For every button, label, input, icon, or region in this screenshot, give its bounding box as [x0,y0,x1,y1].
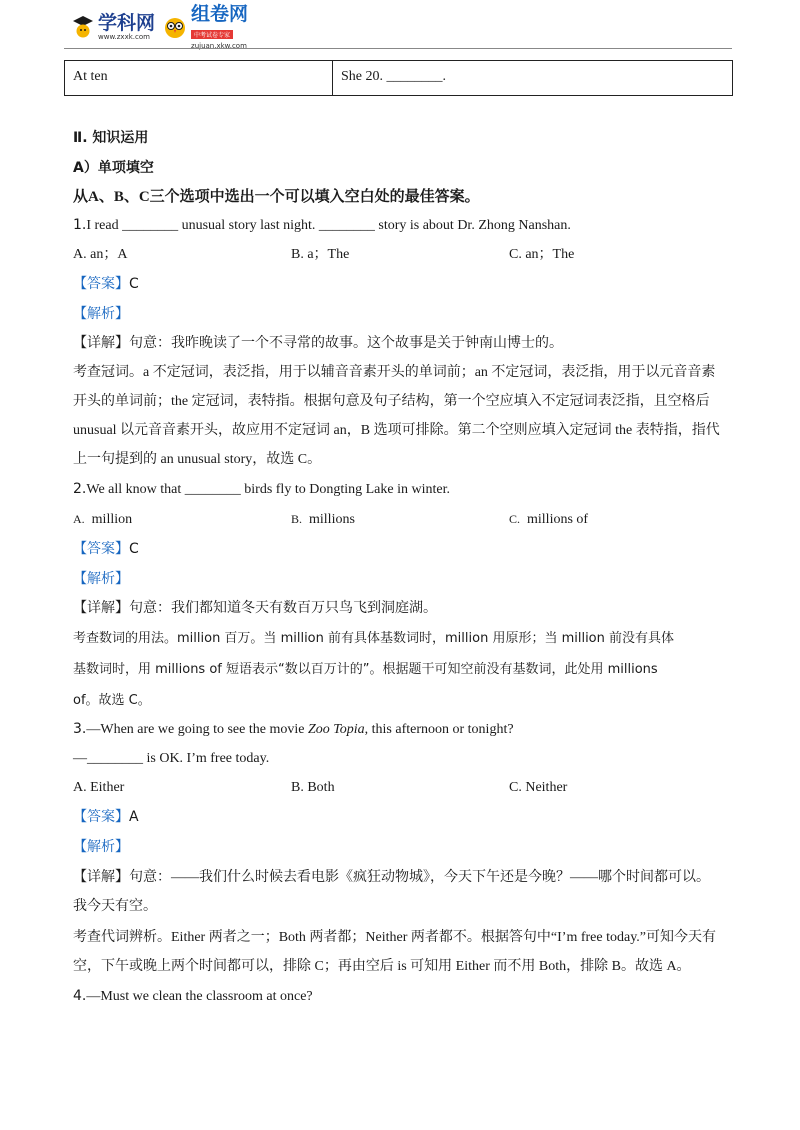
explanation [73,923,733,981]
question-3-options [73,778,733,798]
detail-text [73,863,733,921]
explanation [73,358,733,474]
detail-text: 【详解】句意：我昨晚读了一个不寻常的故事。这个故事是关于钟南山博士的。 [73,336,563,351]
option-text: millions [309,512,355,527]
option-letter: C. [509,512,521,526]
option-a [73,509,291,530]
answer-label: 【答案】 [73,810,129,825]
option-letter: B. [291,512,303,526]
question-text: We all know that ________ birds fly to Dongting Lake in winter. [86,482,450,497]
section-subheading: A）单项填空 [73,160,154,176]
detail-line: 我今天有空。 [73,899,157,914]
option-a: A. Either [73,780,125,795]
answer-label: 【答案】 [73,542,129,557]
question-4 [73,986,733,1007]
question-1 [73,215,733,236]
question-1-options [73,245,733,265]
analysis-label: 【解析】 [73,572,129,587]
option-text: million [91,512,133,527]
explanation-line: 空，下午或晚上两个时间都可以，排除 C；再由空后 is 可知用 Either 而不用 Both，排除 B。故选 A。 [73,959,691,974]
question-2 [73,479,733,500]
answer-label: 【答案】 [73,277,129,292]
table-row [65,61,733,96]
zujuan-brand: 组卷网 [191,3,249,25]
explanation-line: 考查代词辨析。Either 两者之一；Both 两者都；Neither 两者都不。根据答句中“I’m free today.”可知今天有 [73,930,717,945]
answer-line [73,539,733,560]
option-b [291,509,509,530]
zujuan-tag: 中考试卷专家 [191,30,233,39]
explanation-line: 开头的单词前；the 定冠词，表特指。根据句意及句子结构，第一个空应填入不定冠词表泛指，且空格后 [73,394,710,409]
analysis-label: 【解析】 [73,307,129,322]
explanation-line: of。故选 C。 [73,693,151,708]
question-number: 3. [73,721,87,737]
analysis-label: 【解析】 [73,840,129,855]
question-text: —When are we going to see the movie [86,722,308,737]
answer-line [73,807,733,828]
zujuan-logo [163,4,248,50]
option-b: B. Both [291,780,335,795]
question-3-reply: —________ is OK. I’m free today. [73,751,270,766]
explanation-line: 考查冠词。a 不定冠词，表泛指，用于以辅音音素开头的单词前；an 不定冠词，表泛指，用于以元音音素 [73,365,716,380]
option-c: C. Neither [509,780,568,795]
question-text: , this afternoon or tonight? [364,722,514,737]
table-cell-right: She 20. ________. [333,61,733,96]
movie-title: Zoo Topia [307,722,365,737]
option-c: C. an；The [509,247,575,262]
question-number: 1. [73,217,87,233]
option-a: A. an；A [73,247,128,262]
explanation-line: unusual 以元音音素开头，故应用不定冠词 an，B 选项可排除。第二个空则应填入定冠词 the 表特指，指代 [73,423,720,438]
answer-value: C [129,541,139,557]
zujuan-url: zujuan.xkw.com [191,42,247,50]
question-number: 4. [73,988,87,1004]
zxxk-url: www.zxxk.com [98,33,150,41]
zxxk-logo [72,13,155,41]
explanation [73,623,733,716]
answer-table [64,60,733,96]
header-divider [64,48,732,49]
answer-line [73,274,733,295]
table-cell-left: At ten [65,61,333,96]
detail-text: 【详解】句意：我们都知道冬天有数百万只鸟飞到洞庭湖。 [73,601,437,616]
option-c [509,509,588,530]
answer-value: C [129,276,139,292]
question-2-options [73,509,733,530]
zxxk-brand: 学科网 [98,12,156,34]
explanation-line: 基数词时，用 millions of 短语表示“数以百万计的”。根据题干可知空前没有基数词，此处用 millions [73,662,658,677]
answer-value: A [129,809,139,825]
section-heading: Ⅱ. 知识运用 [73,130,149,146]
option-b: B. a；The [291,247,350,262]
question-text: —Must we clean the classroom at once? [86,989,313,1004]
owl-icon [163,14,187,40]
option-letter: A. [73,512,85,526]
question-text: I read ________ unusual story last night. ________ story is about Dr. Zhong Nanshan. [86,218,571,233]
explanation-line: 考查数词的用法。million 百万。当 million 前有具体基数词时，million 用原形；当 million 前没有具体 [73,631,675,646]
graduate-icon [72,14,94,40]
explanation-line: 上一句提到的 an unusual story，故选 C。 [73,452,322,467]
question-number: 2. [73,481,87,497]
page-header [72,3,249,50]
detail-line: 【详解】句意：——我们什么时候去看电影《疯狂动物城》，今天下午还是今晚？——哪个时间都可以。 [73,870,710,885]
section-instruction: 从A、B、C三个选项中选出一个可以填入空白处的最佳答案。 [73,189,480,205]
document-body [73,120,733,1007]
question-3 [73,719,733,740]
option-text: millions of [527,512,589,527]
